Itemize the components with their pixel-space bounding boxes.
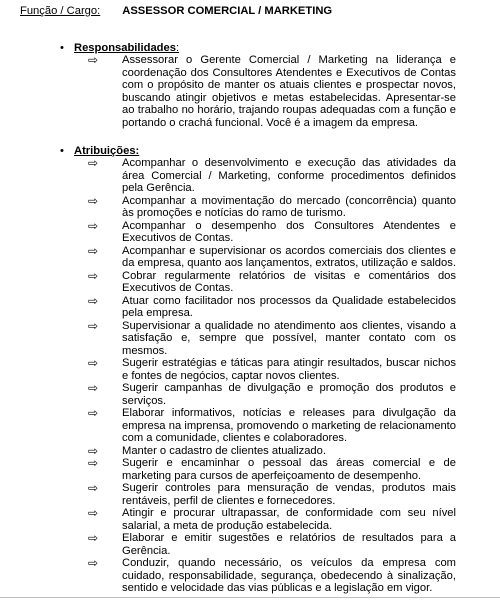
list-item-text: Sugerir e encaminhar o pessoal das áreas comercial e de marketing para cursos de aperfeiçoamento de desempenho. [122, 457, 456, 482]
list-item-text: Sugerir estratégias e táticas para atingir resultados, buscar nichos e fontes de negócios, captar novos clientes. [122, 357, 456, 382]
list-item-text: Supervisionar a qualidade no atendimento aos clientes, visando a satisfação e, sempre que possível, manter contato com os mesmos. [122, 319, 456, 357]
list-item-text: Sugerir controles para mensuração de vendas, produtos mais rentáveis, perfil de clientes e fornecedores. [122, 482, 456, 507]
list-item [0, 445, 500, 458]
list-item [0, 220, 500, 245]
list-item [0, 295, 500, 320]
arrow-right-icon: ⇨ [88, 156, 99, 170]
list-item [0, 482, 500, 507]
arrow-right-icon: ⇨ [88, 53, 99, 67]
responsabilidades-colon: : [175, 42, 180, 54]
list-item-text: Atingir e procurar ultrapassar, de conformidade com seu nível salarial, a meta de produção estabelecida. [122, 507, 456, 532]
list-item [0, 157, 500, 195]
arrow-right-icon: ⇨ [88, 556, 99, 570]
atribuicoes-list [0, 157, 500, 595]
list-item-text: Cobrar regularmente relatórios de visitas e comentários dos Executivos de Contas. [122, 269, 456, 294]
arrow-right-icon: ⇨ [88, 443, 99, 458]
responsabilidades-title: Responsabilidades [74, 42, 176, 54]
arrow-right-icon: ⇨ [88, 381, 99, 395]
list-item [0, 532, 500, 557]
list-item [0, 270, 500, 295]
list-item-text: Acompanhar a movimentação do mercado (concorrência) quanto às promoções e notícias do ramo de turismo. [122, 194, 456, 219]
list-item-text: Sugerir campanhas de divulgação e promoção dos produtos e serviços. [122, 382, 456, 407]
list-item [0, 457, 500, 482]
list-item-text: Acompanhar o desenvolvimento e execução das atividades da área Comercial / Marketing, conforme procedimentos definidos pela Gerência. [122, 157, 456, 194]
arrow-right-icon: ⇨ [88, 318, 99, 333]
arrow-right-icon: ⇨ [88, 506, 99, 520]
arrow-right-icon: ⇨ [88, 243, 99, 258]
list-item [0, 407, 500, 445]
list-item-text: Acompanhar o desempenho dos Consultores Atendentes e Executivos de Contas. [122, 219, 456, 244]
arrow-right-icon: ⇨ [88, 406, 99, 420]
arrow-right-icon: ⇨ [88, 456, 99, 470]
bullet-icon: • [60, 42, 64, 54]
list-item [0, 557, 500, 595]
job-title-header [20, 5, 332, 18]
arrow-right-icon: ⇨ [88, 268, 99, 283]
job-title-value: ASSESSOR COMERCIAL / MARKETING [122, 5, 333, 17]
list-item-text: Atuar como facilitador nos processos da Qualidade estabelecidos pela empresa. [122, 294, 456, 319]
list-item [0, 245, 500, 270]
arrow-right-icon: ⇨ [88, 531, 99, 545]
list-item [0, 382, 500, 407]
list-item-text: Elaborar informativos, notícias e releases para divulgação da empresa na imprensa, promovendo o marketing de relacionamento com a comunidade, clientes e colaboradores. [122, 407, 456, 444]
arrow-right-icon: ⇨ [88, 481, 99, 495]
responsabilidades-paragraph: Assessorar o Gerente Comercial / Marketing na liderança e coordenação dos Consultores Atendentes e Executivos de Contas com o propósito de manter os atuais clientes e prospectar novos, buscando atingir objetivos e metas estabelecidas. Apresentar-se ao trabalho no horário, trajando roupas adequadas com a função e portando o crachá funcional. Você é a imagem da empresa. [122, 54, 456, 129]
arrow-right-icon: ⇨ [88, 218, 99, 233]
list-item [0, 320, 500, 358]
list-item-text: Elaborar e emitir sugestões e relatórios de resultados para a Gerência. [122, 532, 456, 557]
job-title-label: Função / Cargo: [20, 5, 101, 17]
responsabilidades-text [122, 54, 456, 129]
list-item [0, 357, 500, 382]
bullet-icon: • [60, 145, 64, 157]
list-item [0, 507, 500, 532]
page-divider [0, 597, 500, 598]
arrow-right-icon: ⇨ [88, 293, 99, 308]
list-item-text: Conduzir, quando necessário, os veículos da empresa com cuidado, responsabilidade, segurança, obedecendo à sinalização, sentido e velocidade das vias públicas e a legislação em vigor. [122, 557, 456, 594]
list-item [0, 195, 500, 220]
list-item-text: Acompanhar e supervisionar os acordos comerciais dos clientes e da empresa, quanto aos lançamentos, extratos, utilização e saldos. [122, 244, 456, 269]
list-item-text: Manter o cadastro de clientes atualizado. [122, 444, 326, 457]
atribuicoes-title: Atribuições: [74, 145, 140, 157]
arrow-right-icon: ⇨ [88, 356, 99, 370]
arrow-right-icon: ⇨ [88, 193, 99, 208]
